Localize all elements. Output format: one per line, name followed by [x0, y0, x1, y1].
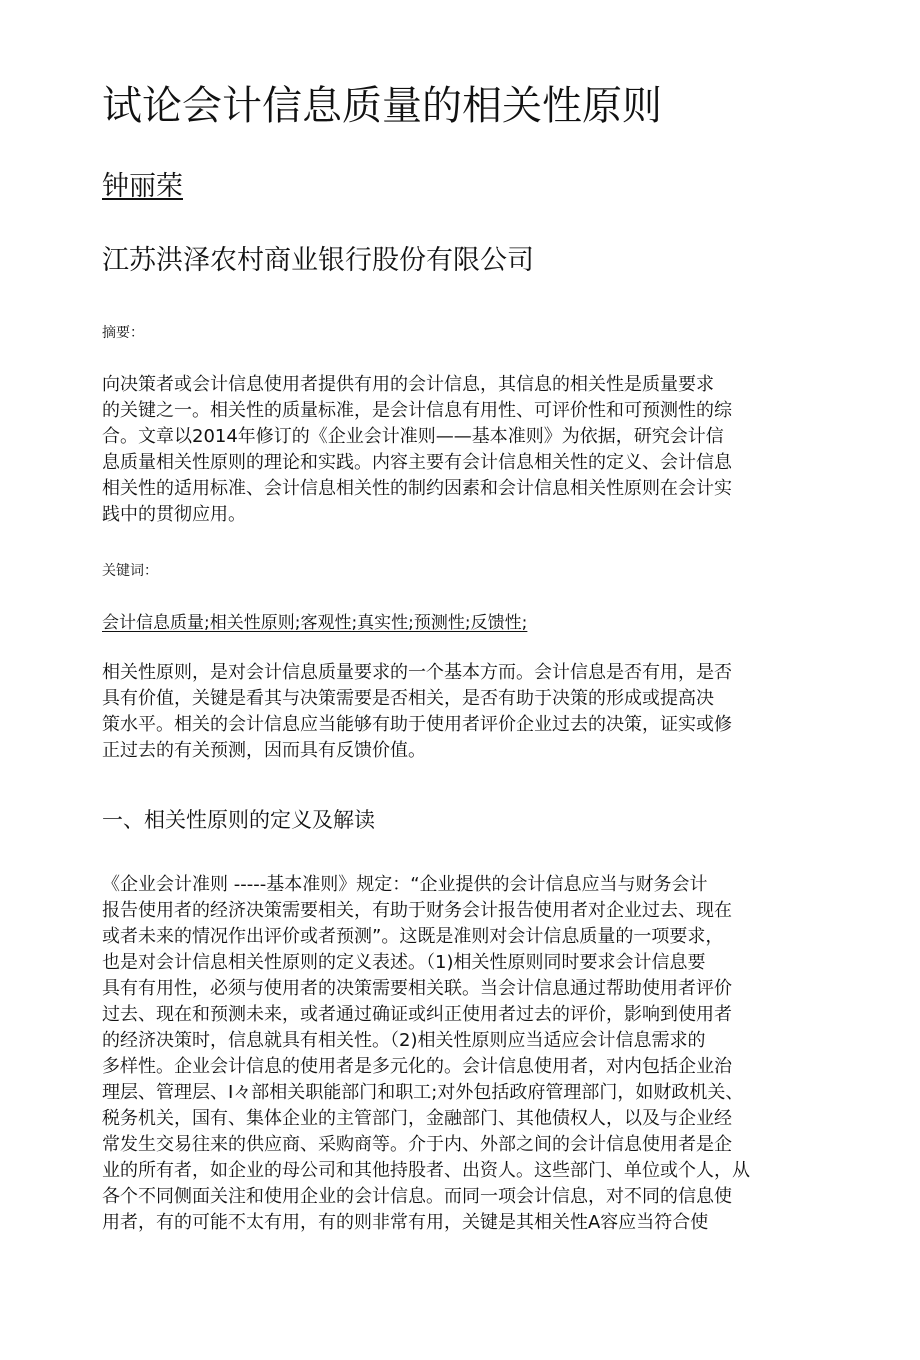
- section1-line: 或者未来的情况作出评价或者预测”。这既是准则对会计信息质量的一项要求，: [102, 926, 724, 947]
- section1-line: 理层、管理层、I々部相关职能部门和职工;对外包括政府管理部门，如财政机关、: [102, 1082, 744, 1103]
- intro-line: 正过去的有关预测，因而具有反馈价值。: [102, 740, 426, 761]
- intro-line: 策水平。相关的会计信息应当能够有助于使用者评价企业过去的决策，证实或修: [102, 714, 732, 735]
- keywords-label: 关键词：: [102, 563, 158, 579]
- section1-line: 具有有用性，必须与使用者的决策需要相关联。当会计信息通过帮助使用者评价: [102, 978, 732, 999]
- abstract-line: 的关键之一。相关性的质量标准，是会计信息有用性、可评价性和可预测性的综: [102, 400, 732, 421]
- intro-line: 具有价值，关键是看其与决策需要是否相关，是否有助于决策的形成或提高决: [102, 688, 714, 709]
- section1-line: 用者，有的可能不太有用，有的则非常有用，关键是其相关性A容应当符合使: [102, 1212, 709, 1233]
- section1-line: 各个不同侧面关注和使用企业的会计信息。而同一项会计信息，对不同的信息使: [102, 1186, 732, 1207]
- intro-paragraph: [102, 660, 822, 764]
- keywords-list: 会计信息质量;相关性原则;客观性;真实性;预测性;反馈性;: [102, 613, 528, 633]
- abstract-line: 相关性的适用标准、会计信息相关性的制约因素和会计信息相关性原则在会计实: [102, 478, 732, 499]
- abstract-paragraph: [102, 372, 822, 528]
- section1-line: 报告使用者的经济决策需要相关，有助于财务会计报告使用者对企业过去、现在: [102, 900, 732, 921]
- section1-line: 税务机关，国有、集体企业的主管部门，金融部门、其他债权人，以及与企业经: [102, 1108, 732, 1129]
- document-title: 试论会计信息质量的相关性原则: [102, 83, 662, 129]
- section-heading: 一、相关性原则的定义及解读: [102, 808, 375, 832]
- author-affiliation: 江苏洪泽农村商业银行股份有限公司: [102, 245, 534, 276]
- section1-line: 《企业会计准则 -----基本准则》规定：“企业提供的会计信息应当与财务会计: [102, 874, 708, 895]
- section1-line: 常发生交易往来的供应商、采购商等。介于内、外部之间的会计信息使用者是企: [102, 1134, 732, 1155]
- abstract-line: 合。文章以2014年修订的《企业会计准则——基本准则》为依据，研究会计信: [102, 426, 724, 447]
- author-name: 钟丽荣: [102, 171, 183, 202]
- section1-paragraph: [102, 872, 822, 1236]
- intro-line: 相关性原则，是对会计信息质量要求的一个基本方而。会计信息是否有用，是否: [102, 662, 732, 683]
- section1-line: 的经济决策时，信息就具有相关性。（2)相关性原则应当适应会计信息需求的: [102, 1030, 706, 1051]
- section1-line: 多样性。企业会计信息的使用者是多元化的。会计信息使用者，对内包括企业治: [102, 1056, 732, 1077]
- section1-line: 过去、现在和预测未来，或者通过确证或纠正使用者过去的评价，影响到使用者: [102, 1004, 732, 1025]
- section1-line: 也是对会计信息相关性原则的定义表述。（1)相关性原则同时要求会计信息要: [102, 952, 706, 973]
- section1-line: 业的所有者，如企业的母公司和其他持股者、出资人。这些部门、单位或个人，从: [102, 1160, 750, 1181]
- abstract-line: 向决策者或会计信息使用者提供有用的会计信息，其信息的相关性是质量要求: [102, 374, 714, 395]
- abstract-line: 息质量相关性原则的理论和实践。内容主要有会计信息相关性的定义、会计信息: [102, 452, 732, 473]
- abstract-label: 摘要：: [102, 325, 144, 341]
- abstract-line: 践中的贯彻应用。: [102, 504, 246, 525]
